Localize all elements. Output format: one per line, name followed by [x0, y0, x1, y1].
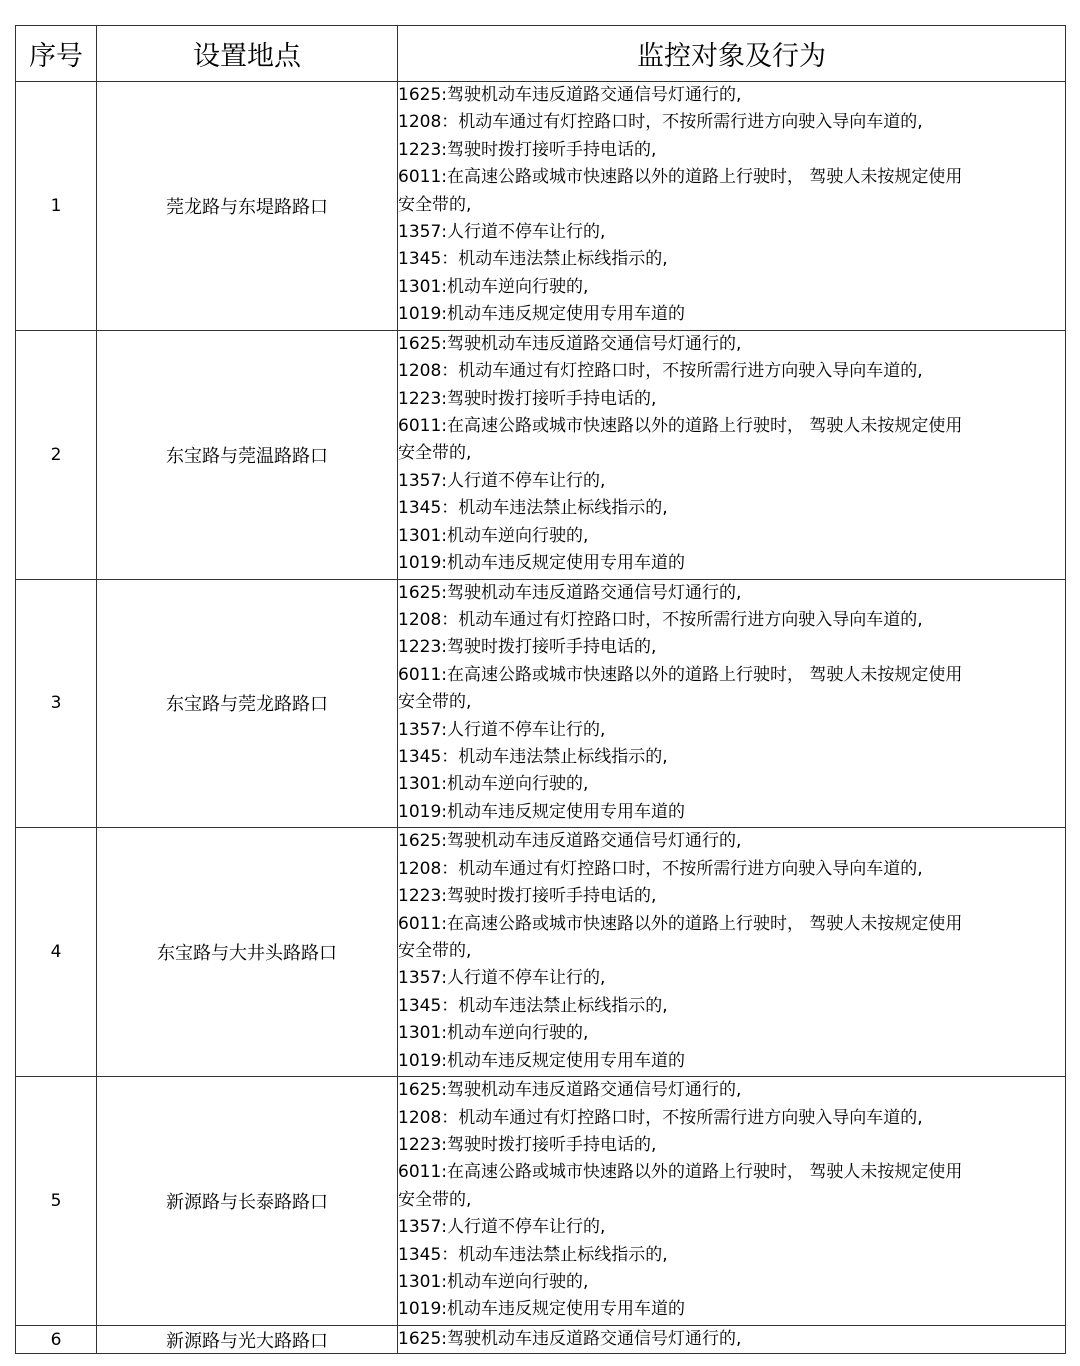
row-behavior-cell [398, 1077, 1066, 1326]
header-behavior: 监控对象及行为 [398, 26, 1066, 82]
behavior-line: 1625:驾驶机动车违反道路交通信号灯通行的, [398, 582, 742, 603]
row-location-cell: 东宝路与莞温路路口 [97, 330, 398, 579]
behavior-line: 1345：机动车违法禁止标线指示的, [398, 746, 668, 767]
behavior-line: 1208：机动车通过有灯控路口时，不按所需行进方向驶入导向车道的, [398, 858, 923, 879]
behavior-line: 1019:机动车违反规定使用专用车道的 [398, 304, 685, 325]
monitoring-table [15, 25, 1066, 1354]
behavior-line: 1345：机动车违法禁止标线指示的, [398, 498, 668, 519]
behavior-line: 1345：机动车违法禁止标线指示的, [398, 995, 668, 1016]
behavior-line: 1301:机动车逆向行驶的, [398, 1023, 589, 1044]
row-index-cell: 4 [16, 828, 97, 1077]
behavior-line: 1223:驾驶时拨打接听手持电话的, [398, 1134, 657, 1155]
behavior-line: 6011:在高速公路或城市快速路以外的道路上行驶时， 驾驶人未按规定使用 [398, 415, 963, 436]
behavior-line: 1301:机动车逆向行驶的, [398, 525, 589, 546]
behavior-line: 1625:驾驶机动车违反道路交通信号灯通行的, [398, 85, 742, 105]
table-body [16, 82, 1066, 1354]
behavior-line: 1019:机动车违反规定使用专用车道的 [398, 1299, 685, 1320]
behavior-line: 安全带的, [398, 940, 472, 961]
behavior-line: 1357:人行道不停车让行的, [398, 221, 606, 242]
row-behavior-cell [398, 1325, 1066, 1353]
header-location: 设置地点 [97, 26, 398, 82]
row-location-cell: 新源路与长泰路路口 [97, 1077, 398, 1326]
table-row [16, 330, 1066, 579]
behavior-line: 1301:机动车逆向行驶的, [398, 1271, 589, 1292]
behavior-line: 6011:在高速公路或城市快速路以外的道路上行驶时， 驾驶人未按规定使用 [398, 913, 963, 934]
header-index: 序号 [16, 26, 97, 82]
behavior-line: 安全带的, [398, 194, 472, 215]
behavior-line: 安全带的, [398, 692, 472, 713]
row-index-cell: 3 [16, 579, 97, 828]
row-location-cell: 莞龙路与东堤路路口 [97, 82, 398, 331]
behavior-line: 1301:机动车逆向行驶的, [398, 276, 589, 297]
behavior-line: 1208：机动车通过有灯控路口时，不按所需行进方向驶入导向车道的, [398, 112, 923, 133]
row-index-cell: 1 [16, 82, 97, 331]
table-row [16, 579, 1066, 828]
row-location-cell: 东宝路与莞龙路路口 [97, 579, 398, 828]
row-behavior-cell [398, 330, 1066, 579]
table-header-row [16, 26, 1066, 82]
behavior-line: 1223:驾驶时拨打接听手持电话的, [398, 388, 657, 409]
behavior-line: 1357:人行道不停车让行的, [398, 1217, 606, 1238]
behavior-line: 1345：机动车违法禁止标线指示的, [398, 1244, 668, 1265]
behavior-line: 1357:人行道不停车让行的, [398, 719, 606, 740]
behavior-line: 1208：机动车通过有灯控路口时，不按所需行进方向驶入导向车道的, [398, 361, 923, 382]
behavior-line: 1625:驾驶机动车违反道路交通信号灯通行的, [398, 1328, 742, 1349]
table-row [16, 82, 1066, 331]
behavior-line: 1301:机动车逆向行驶的, [398, 774, 589, 795]
row-location-cell: 东宝路与大井头路路口 [97, 828, 398, 1077]
behavior-line: 1223:驾驶时拨打接听手持电话的, [398, 886, 657, 907]
behavior-line: 1223:驾驶时拨打接听手持电话的, [398, 139, 657, 160]
table-row [16, 1325, 1066, 1353]
row-index-cell: 2 [16, 330, 97, 579]
behavior-line: 1019:机动车违反规定使用专用车道的 [398, 801, 685, 822]
table-row [16, 1077, 1066, 1326]
behavior-line: 1625:驾驶机动车违反道路交通信号灯通行的, [398, 1080, 742, 1101]
behavior-line: 1625:驾驶机动车违反道路交通信号灯通行的, [398, 333, 742, 354]
behavior-line: 6011:在高速公路或城市快速路以外的道路上行驶时， 驾驶人未按规定使用 [398, 167, 963, 188]
behavior-line: 1223:驾驶时拨打接听手持电话的, [398, 637, 657, 658]
row-location-cell: 新源路与光大路路口 [97, 1325, 398, 1353]
row-index-cell: 6 [16, 1325, 97, 1353]
behavior-line: 1357:人行道不停车让行的, [398, 968, 606, 989]
behavior-line: 1019:机动车违反规定使用专用车道的 [398, 1050, 685, 1071]
behavior-line: 1019:机动车违反规定使用专用车道的 [398, 552, 685, 573]
row-behavior-cell [398, 82, 1066, 331]
row-behavior-cell [398, 828, 1066, 1077]
behavior-line: 安全带的, [398, 443, 472, 464]
row-index-cell: 5 [16, 1077, 97, 1326]
behavior-line: 1208：机动车通过有灯控路口时，不按所需行进方向驶入导向车道的, [398, 609, 923, 630]
behavior-line: 1345：机动车违法禁止标线指示的, [398, 249, 668, 270]
behavior-line: 6011:在高速公路或城市快速路以外的道路上行驶时， 驾驶人未按规定使用 [398, 1162, 963, 1183]
row-behavior-cell [398, 579, 1066, 828]
behavior-line: 1357:人行道不停车让行的, [398, 470, 606, 491]
behavior-line: 6011:在高速公路或城市快速路以外的道路上行驶时， 驾驶人未按规定使用 [398, 664, 963, 685]
behavior-line: 1625:驾驶机动车违反道路交通信号灯通行的, [398, 831, 742, 852]
behavior-line: 1208：机动车通过有灯控路口时，不按所需行进方向驶入导向车道的, [398, 1107, 923, 1128]
table-row [16, 828, 1066, 1077]
behavior-line: 安全带的, [398, 1189, 472, 1210]
